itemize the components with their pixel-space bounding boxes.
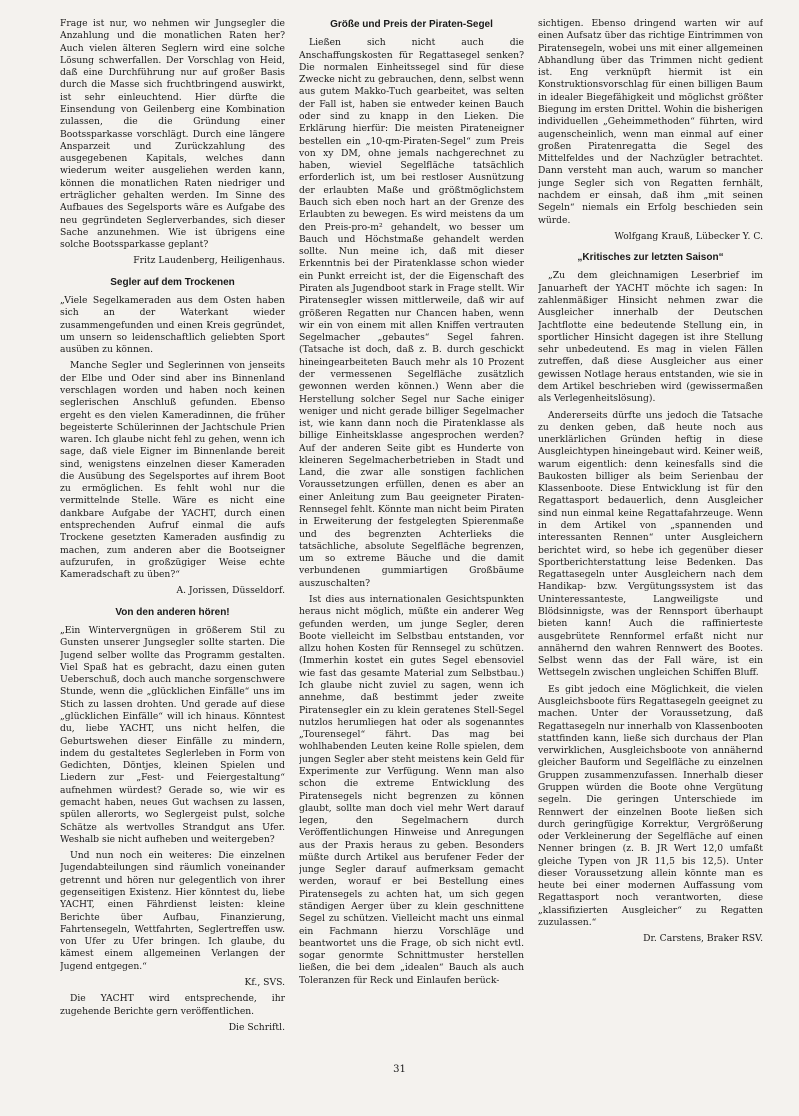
article-heading: Von den anderen hören!: [115, 606, 230, 618]
author-signature: A. Jorissen, Düsseldorf.: [176, 585, 285, 597]
author-signature: Dr. Carstens, Braker RSV.: [643, 933, 763, 945]
author-signature: Kf., SVS.: [244, 976, 285, 988]
text-columns: [60, 18, 763, 1068]
author-signature: Die Schriftl.: [228, 1021, 285, 1033]
body-paragraph: sichtigen. Ebenso dringend warten wir auf einen Aufsatz über das richtige Eintrimmen von Piratensegeln, wobei uns mit einer allgemeinen Abhandlung über das Trimmen nicht gedient ist. Eng verknüpft hiermit ist ein Konstruktionsvorschlag für einen billigen Baum in idealer Biegefähigkeit und möglichst größter Biegung im ersten Drittel. Wohin die bisherigen individuellen „Geheimmethoden“ führten, wird augenscheinlich, wenn man einmal auf einer großen Piratenregatta die Segel des Mittelfeldes und der Nachzügler betrachtet. Dann versteht man auch, warum so mancher junge Segler sich von Regatten fernhält, nachdem er einsah, daß ihm „mit seinen Segeln“ niemals ein Erfolg beschieden sein würde.: [538, 18, 763, 226]
body-paragraph: Ließen sich nicht auch die Anschaffungskosten für Regattasegel senken? Die normalen Einheitssegel sind für diese Zwecke nicht zu gebrauchen, denn, selbst wenn aus gutem Makko-Tuch gearbeitet, was selten der Fall ist, haben sie entweder keinen Bauch oder sind zu knapp in den Lieken. Die Erklärung hierfür: Die meisten Pirateneigner bestellen ein „10-qm-Piraten-Segel“ zum Preis von xy DM, ohne jemals nachgerechnet zu haben, wieviel Segelfläche tatsächlich erforderlich ist, um bei restloser Ausnützung der erlaubten Maße und größtmöglichstem Bauch sich eben noch hart an der Grenze des Erlaubten zu bewegen. Es wird meistens da um den Preis-pro-m² gehandelt, wo besser um Bauch und Höchstmaße gehandelt werden sollte. Nun meine ich, daß mit dieser Erkenntnis bei der Piratenklasse schon wieder ein Punkt erreicht ist, der die Eigenschaft des Piraten als Jugendboot stark in Frage stellt. Wir Piratensegler wissen mittlerweile, daß wir auf größeren Regatten nur Chancen haben, wenn wir ein von einem mit allen Kniffen vertrauten Segelmacher „gebautes“ Segel fahren. (Tatsache ist doch, daß z. B. durch geschickt hineingearbeiteten Bauch mehr als 10 Prozent der vermessenen Segelfläche zusätzlich gewonnen werden können.) Wenn aber die Herstellung solcher Segel nur Sache einiger weniger und nicht gerade billiger Segelmacher ist, wie kann dann noch die Piratenklasse als billige Einheitsklasse angesprochen werden? Auf der anderen Seite gibt es Hunderte von kleineren Segelmacherbetrieben in Stadt und Land, die zwar alle sonstigen fachlichen Voraussetzungen erfüllen, denen es aber an einer Anleitung zum Bau geeigneter Piraten-Rennsegel fehlt. Könnte man nicht beim Piraten in Erweiterung der festgelegten Spierenmaße und des begrenzten Achterlieks die tatsächliche, absolute Segelfläche begrenzen, um so extreme Bäuche und die damit verbundenen gummiartigen Großbäume auszuschalten?: [299, 37, 524, 589]
page-number: 31: [393, 1064, 406, 1075]
author-signature: Fritz Laudenberg, Heiligenhaus.: [133, 255, 285, 267]
body-paragraph: „Zu dem gleichnamigen Leserbrief im Januarheft der YACHT möchte ich sagen: In zahlenmäßiger Hinsicht nehmen zwar die Ausgleicher innerhalb der Deutschen Jachtflotte eine bedeutende Stellung ein, in sportlicher Hinsicht dagegen ist ihre Stellung sehr unbedeutend. Es mag in vielen Fällen zutreffen, daß diese Ausgleicher aus einer gewissen Notlage heraus entstanden, wie sie in dem Artikel beschrieben wird (gewissermaßen als Verlegenheitslösung).: [538, 270, 763, 405]
body-paragraph: Es gibt jedoch eine Möglichkeit, die vielen Ausgleichsboote fürs Regattasegeln geeignet zu machen. Unter der Voraussetzung, daß Regattasegeln nur innerhalb von Klassenbooten stattfinden kann, ließe sich durchaus der Plan verwirklichen, Ausgleichsboote von annähernd gleicher Bauform und Segelfläche zu einzelnen Gruppen zusammenzufassen. Innerhalb dieser Gruppen würden die Boote ohne Vergütung segeln. Die geringen Unterschiede im Rennwert der einzelnen Boote ließen sich durch geringfügige Korrektur, Vergrößerung oder Verkleinerung der Segelfläche auf einen Nenner bringen (z. B. JR Wert 12,0 umfaßt gleiche Typen von JR 11,5 bis 12,5). Unter dieser Voraussetzung allein könnte man es heute bei einer modernen Auffassung vom Regattasport noch verantworten, diese „klassifizierten Ausgleicher“ zu Regatten zuzulassen.“: [538, 683, 763, 929]
body-paragraph: „Ein Wintervergnügen in größerem Stil zu Gunsten unserer Jungsegler sollte starten. Die Jugend selber wollte das Programm gestalten. Viel Spaß hat es gebracht, dazu einen guten Ueberschuß, doch auch manche sorgenschwere Stunde, wenn die „glücklichen Einfälle“ uns im Stich zu lassen drohten. Und gerade auf diese „glücklichen Einfälle“ will ich hinaus. Könntest du, liebe YACHT, uns nicht helfen, die Geburtswehen dieser Einfälle zu mindern, indem du gestaltetes Seglerleben in Form von Gedichten, Döntjes, kleinen Spielen und Liedern zur „Fest- und Feiergestaltung“ aufnehmen würdest? Gerade so, wie wir es gemacht haben, neues Gut wachsen zu lassen, spülen allerorts, wo Seglergeist pulst, solche Schätze als wertvolles Strandgut ans Ufer. Weshalb sie nicht aufheben und weitergeben?: [60, 625, 285, 845]
author-signature: Wolfgang Krauß, Lübecker Y. C.: [614, 230, 763, 242]
body-paragraph: Frage ist nur, wo nehmen wir Jungsegler die Anzahlung und die monatlichen Raten her? Auch vielen älteren Seglern wird eine solche Lösung schwerfallen. Der Vorschlag von Heid, daß eine Durchführung nur auf großer Basis durch die Masse sich fruchtbringend auswirkt, ist sehr einleuchtend. Hier dürfte die Einsendung von Geilenberg eine Kombination zulassen, die die Gründung einer Bootssparkasse vorschlägt. Durch eine längere Ansparzeit und Zurückzahlung des ausgegebenen Kapitals, welches dann wiederum weiter ausgeliehen werden kann, können die monatlichen Raten niedriger und erträglicher gehalten werden. Im Sinne des Aufbaues des Segelsports wäre es Aufgabe des neu gegründeten Seglerverbandes, sich dieser Sache anzunehmen. Wie ist übrigens eine solche Bootssparkasse geplant?: [60, 18, 285, 251]
article-heading: Größe und Preis der Piraten-Segel: [330, 19, 493, 30]
body-paragraph: Manche Segler und Seglerinnen von jenseits der Elbe und Oder sind aber ins Binnenland verschlagen worden und haben noch keinen seglerischen Anschluß gefunden. Ebenso ergeht es den vielen Kameradinnen, die früher begeisterte Schülerinnen der Jachtschule Prien waren. Ich glaube nicht fehl zu gehen, wenn ich sage, daß viele Eigner im Binnenlande bereit sind, wenigstens einzelnen dieser Kameraden die Ausübung des Segelsportes auf ihrem Boot zu ermöglichen. Es fehlt wohl nur die vermittelnde Stelle. Wäre es nicht eine dankbare Aufgabe der YACHT, durch einen entsprechenden Aufruf einmal die aufs Trockene gesetzten Kameraden ausfindig zu machen, zum anderen aber die Bootseigner aufzurufen, in großzügiger Weise echte Kameradschaft zu üben?“: [60, 360, 285, 581]
column-right: [538, 18, 763, 1068]
column-middle: [299, 18, 524, 1068]
column-left: [60, 18, 285, 1068]
body-paragraph: Und nun noch ein weiteres: Die einzelnen Jugendabteilungen sind räumlich voneinander getrennt und hören nur gelegentlich von ihrer gegenseitigen Existenz. Hier könntest du, liebe YACHT, einen Fährdienst leisten: kleine Berichte über Aufbau, Finanzierung, Fahrtensegeln, Wettfahrten, Seglertreffen usw. von Ufer zu Ufer bringen. Ich glaube, du kämest einem allgemeinen Verlangen der Jugend entgegen.“: [60, 850, 285, 972]
article-heading: Segler auf dem Trockenen: [110, 276, 235, 288]
body-paragraph: Andererseits dürfte uns jedoch die Tatsache zu denken geben, daß heute noch aus unerklärlichen Gründen heftig in diese Ausgleichtypen hineingebaut wird. Keiner weiß, warum eigentlich: denn keinesfalls sind die Baukosten billiger als beim Serienbau der Klassenboote. Diese Entwicklung ist für den Regattasport bedauerlich, denn Ausgleicher sind nun einmal keine Regattafahrzeuge. Wenn in dem Artikel von „spannenden und interessanten Rennen“ unter Ausgleichern berichtet wird, so hebe ich gegenüber dieser Sportberichterstattung leise Bedenken. Das Regattasegeln unter Ausgleichern nach dem Handikap- bzw. Vergütungssystem ist das Uninteressanteste, Langweiligste und Blödsinnigste, was der Rennsport überhaupt bieten kann! Auch die raffinierteste ausgebrütete Rennformel erfaßt nicht nur annähernd den wahren Rennwert des Bootes. Selbst wenn das der Fall wäre, ist ein Wettsegeln zwischen ungleichen Schiffen Bluff.: [538, 409, 763, 679]
body-paragraph: „Viele Segelkameraden aus dem Osten haben sich an der Waterkant wieder zusammengefunden und einen Kreis gegründet, um unsern so leidenschaftlich geliebten Sport ausüben zu können.: [60, 294, 285, 356]
body-paragraph: Ist dies aus internationalen Gesichtspunkten heraus nicht möglich, müßte ein anderer Weg gefunden werden, um junge Segler, deren Boote vielleicht im Selbstbau entstanden, vor allzu hohen Kosten für Rennsegel zu schützen. (Immerhin kostet ein gutes Segel ebensoviel wie fast das gesamte Material zum Selbstbau.) Ich glaube nicht zuviel zu sagen, wenn ich annehme, daß bestimmt jeder zweite Piratensegler ein zu klein geratenes Stell-Segel nutzlos herumliegen hat oder als sogenanntes „Tourensegel“ fährt. Das mag bei wohlhabenden Leuten keine Rolle spielen, dem jungen Segler aber steht meistens kein Geld für Experimente zur Verfügung. Wenn man also schon die extreme Entwicklung des Piratensegels nicht begrenzen zu können glaubt, sollte man doch viel mehr Wert darauf legen, den Segelmachern durch Veröffentlichungen Hinweise und Anregungen aus der Praxis heraus zu geben. Besonders müßte durch Artikel aus berufener Feder der junge Segler darauf aufmerksam gemacht werden, worauf er bei Bestellung eines Piratensegels zu achten hat, um sich gegen ständigen Aerger über zu klein geschnittene Segel zu schützen. Vielleicht macht uns einmal ein Fachmann hierzu Vorschläge und beantwortet uns die Frage, ob sich nicht evtl. sogar genormte Schnittmuster herstellen ließen, die bei dem „idealen“ Bauch als auch Toleranzen für Reck und Einlaufen berück-: [299, 594, 524, 986]
article-heading: „Kritisches zur letzten Saison“: [577, 252, 724, 264]
body-paragraph: Die YACHT wird entsprechende, ihr zugehende Berichte gern veröffentlichen.: [60, 993, 285, 1017]
